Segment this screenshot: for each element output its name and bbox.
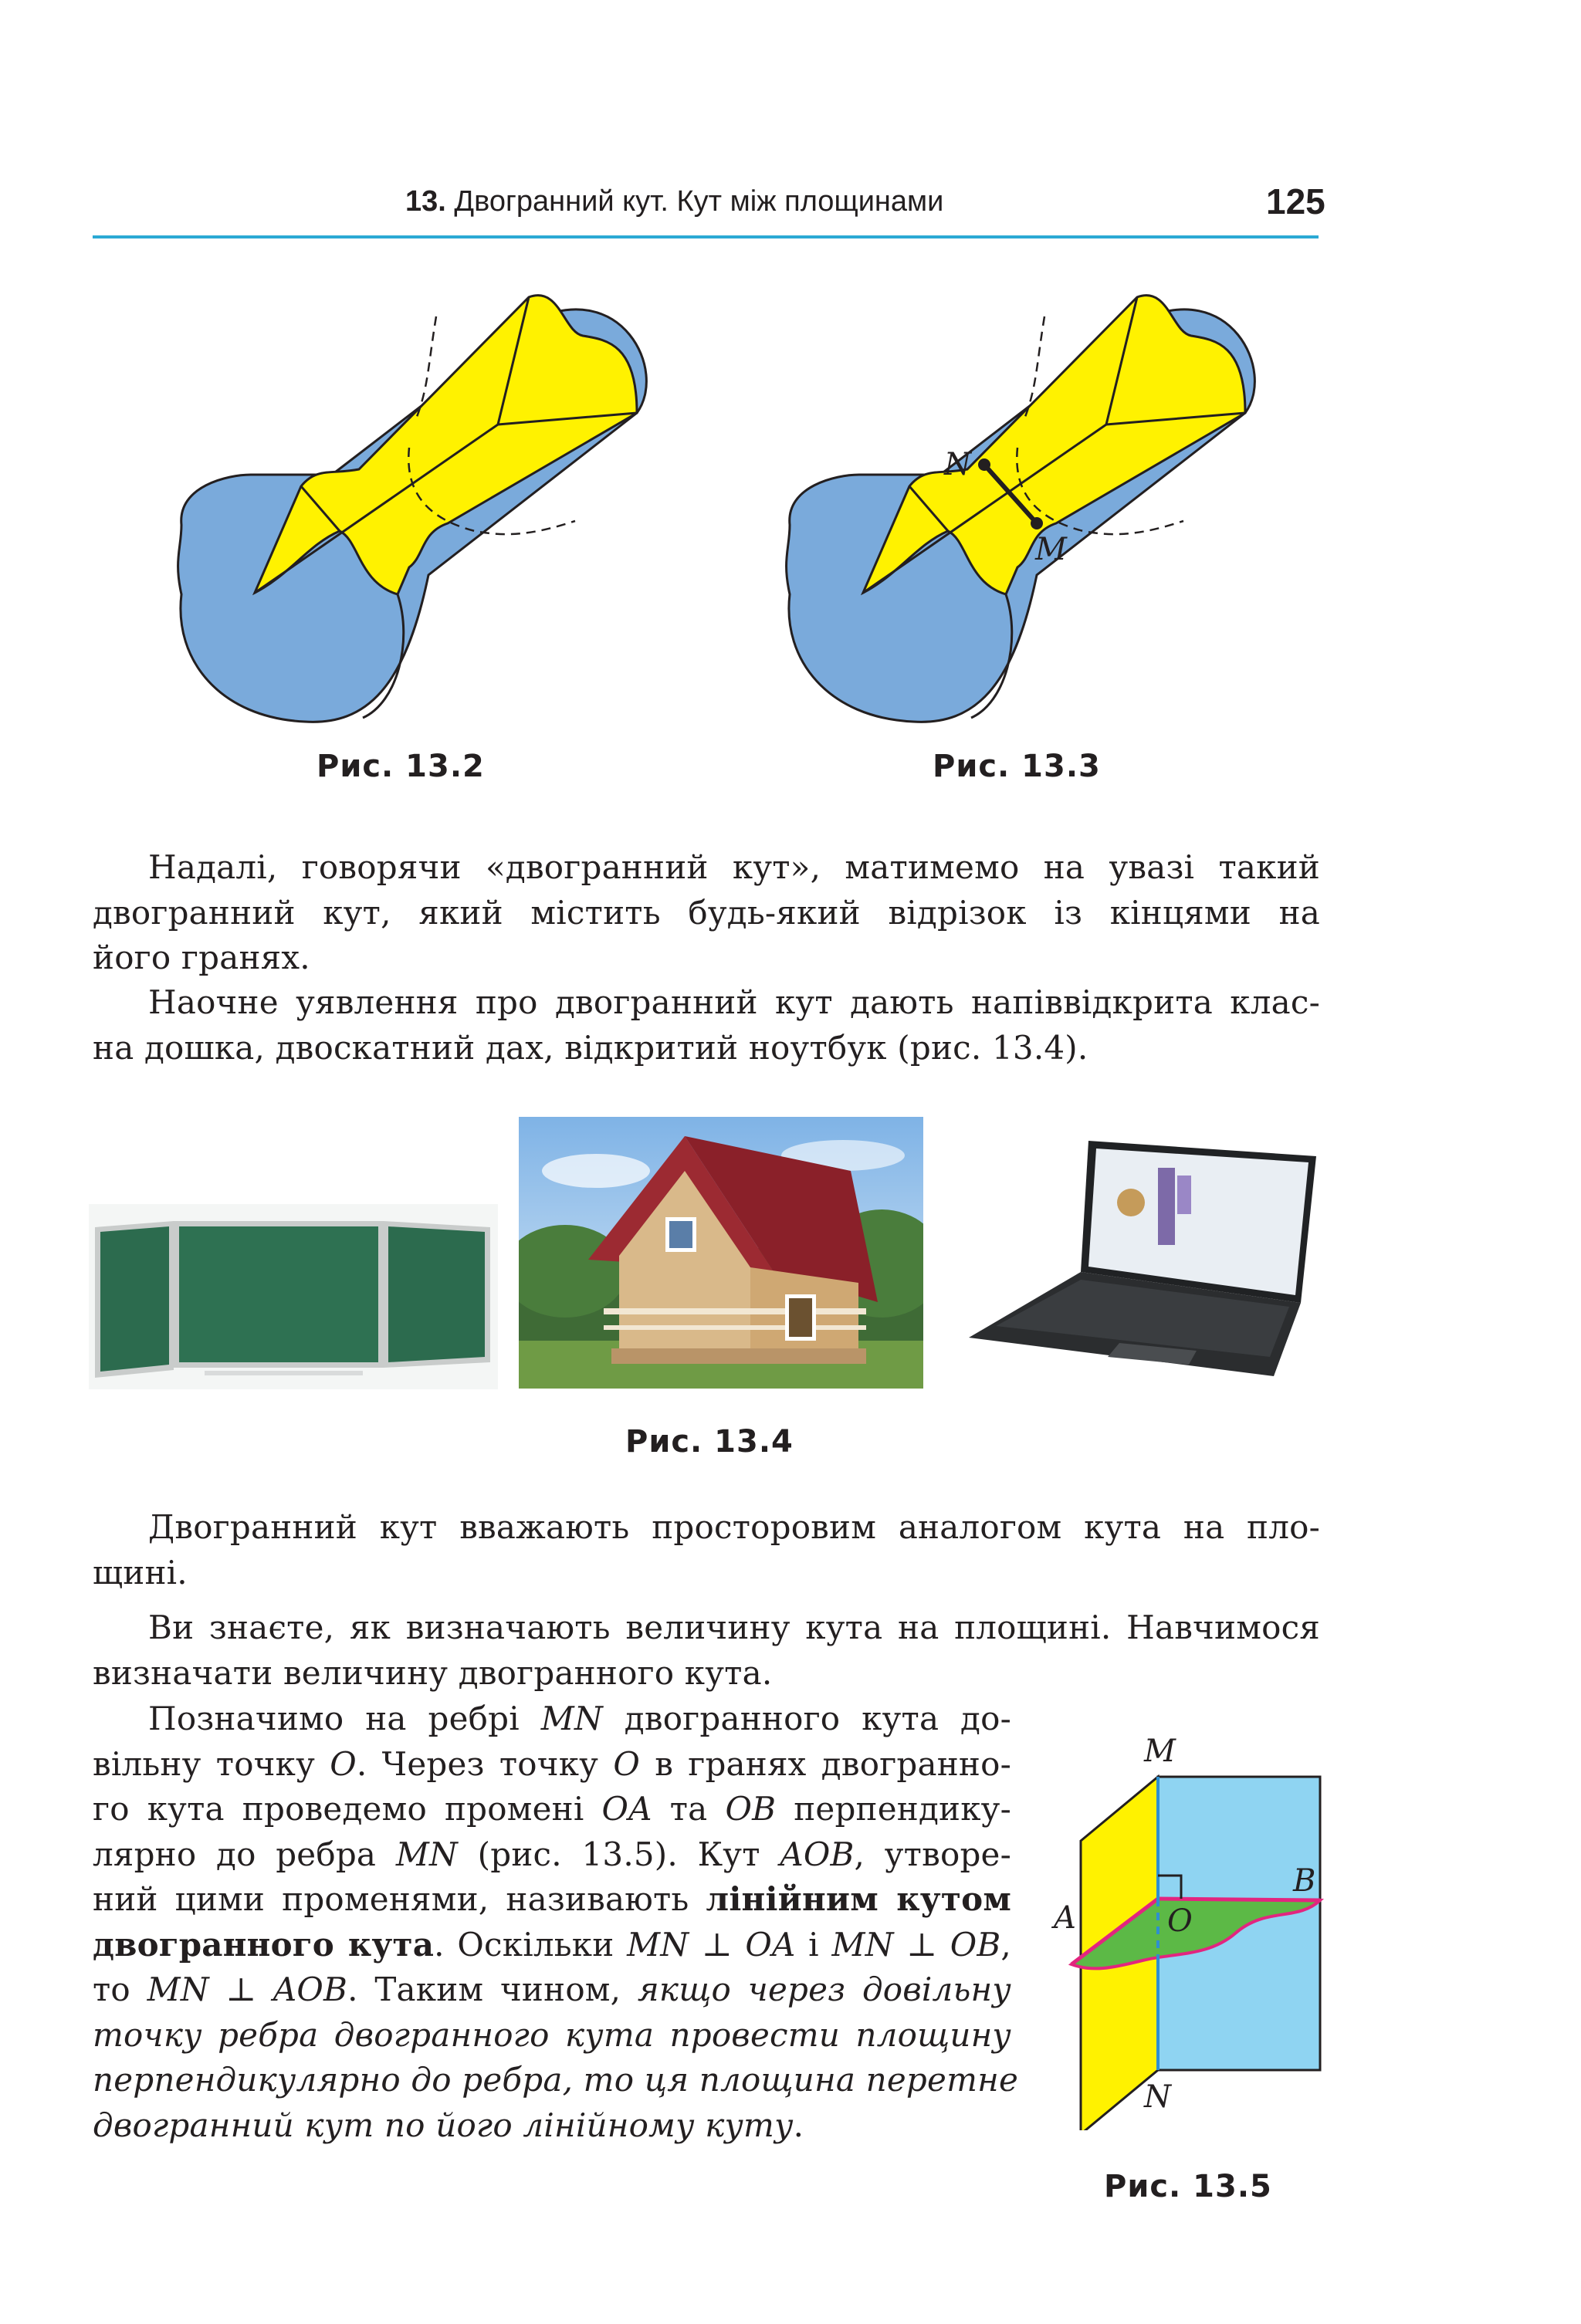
theorem-text: якщо через довільну <box>637 1970 1011 2008</box>
text-line: Ви знаєте, як визначають величину кута на площині. Навчимося <box>148 1609 1320 1646</box>
text-line: лярно до ребра MN (рис. 13.5). Кут AOB, утворе- <box>93 1835 1011 1873</box>
term-linear-angle: лінійним кутом <box>706 1880 1012 1918</box>
term-dihedral-angle: двогранного кута <box>93 1925 435 1964</box>
text-line: двогранний кут, який містить будь-який відрізок із кінцями на <box>93 893 1320 932</box>
paragraph-1 <box>93 845 1320 981</box>
caption-fig-13-2: Рис. 13.2 <box>317 749 485 784</box>
running-header <box>405 185 943 218</box>
text-line: то MN ⊥ AOB. Таким чином, якщо через довільну <box>93 1970 1011 2008</box>
theorem-text: перпендикулярно до ребра, то ця площина перетне <box>93 2061 1019 2099</box>
label-n: N <box>1144 2079 1171 2115</box>
photo-house-gable-roof <box>519 1117 923 1389</box>
paragraph-2 <box>93 980 1320 1071</box>
photo-open-laptop <box>965 1141 1320 1380</box>
header-rule <box>93 235 1319 238</box>
label-b: B <box>1293 1863 1316 1899</box>
page-number: 125 <box>1266 181 1325 222</box>
caption-fig-13-5: Рис. 13.5 <box>1104 2169 1272 2204</box>
label-m: M <box>1144 1734 1176 1769</box>
text-line: вільну точку O. Через точку O в гранях двогранно- <box>93 1744 1011 1783</box>
photo-folding-chalkboard <box>89 1204 498 1389</box>
label-n: N <box>944 447 971 482</box>
text-line: визначати величину двогранного кута. <box>93 1653 773 1692</box>
figure-13-5-linear-angle <box>1050 1729 1328 2130</box>
text-line: Надалі, говорячи «двогранний кут», матимемо на увазі такий <box>148 848 1320 886</box>
caption-fig-13-4: Рис. 13.4 <box>625 1424 794 1460</box>
text-line: Наочне уявлення про двогранний кут дають напіввідкрита клас- <box>148 983 1320 1021</box>
label-m: M <box>1035 532 1067 567</box>
text-line: Позначимо на ребрі MN двогранного кута до- <box>148 1700 1011 1737</box>
text-line: Двогранний кут вважають просторовим аналогом кута на пло- <box>148 1508 1320 1546</box>
text-line: щині. <box>93 1553 188 1592</box>
point-n <box>978 458 990 471</box>
figure-13-3-cylinder-wedge-segment <box>782 286 1276 741</box>
paragraph-3 <box>93 1505 1320 1595</box>
chapter-title: Двогранний кут. Кут між площинами <box>454 185 944 218</box>
theorem-text: точку ребра двогранного кута провести площину <box>93 2015 1011 2054</box>
text-line: ний цими променями, називають лінійним кутом <box>93 1880 1012 1918</box>
text-line: на дошка, двоскатний дах, відкритий ноутбук (рис. 13.4). <box>93 1028 1088 1067</box>
label-a: A <box>1054 1900 1076 1936</box>
chapter-number: 13. <box>405 185 446 218</box>
figure-13-2-cylinder-wedge <box>174 286 668 741</box>
caption-fig-13-3: Рис. 13.3 <box>933 749 1101 784</box>
text-line: двогранного кута. Оскільки MN ⊥ OA і MN ⊥ OB, <box>93 1925 1011 1964</box>
text-line: двогранний кут по його лінійному куту. <box>93 2106 804 2144</box>
paragraph-4 <box>93 1605 1320 1696</box>
theorem-text: двогранний кут по його лінійному куту <box>93 2106 794 2144</box>
text-line: го кута проведемо промені OA та OB перпендику- <box>93 1790 1011 1828</box>
label-o: O <box>1167 1903 1193 1939</box>
ray-ob <box>1158 1899 1320 1900</box>
paragraph-5 <box>93 1696 1019 2148</box>
text-line: його гранях. <box>93 939 310 976</box>
point-m <box>1031 517 1043 529</box>
